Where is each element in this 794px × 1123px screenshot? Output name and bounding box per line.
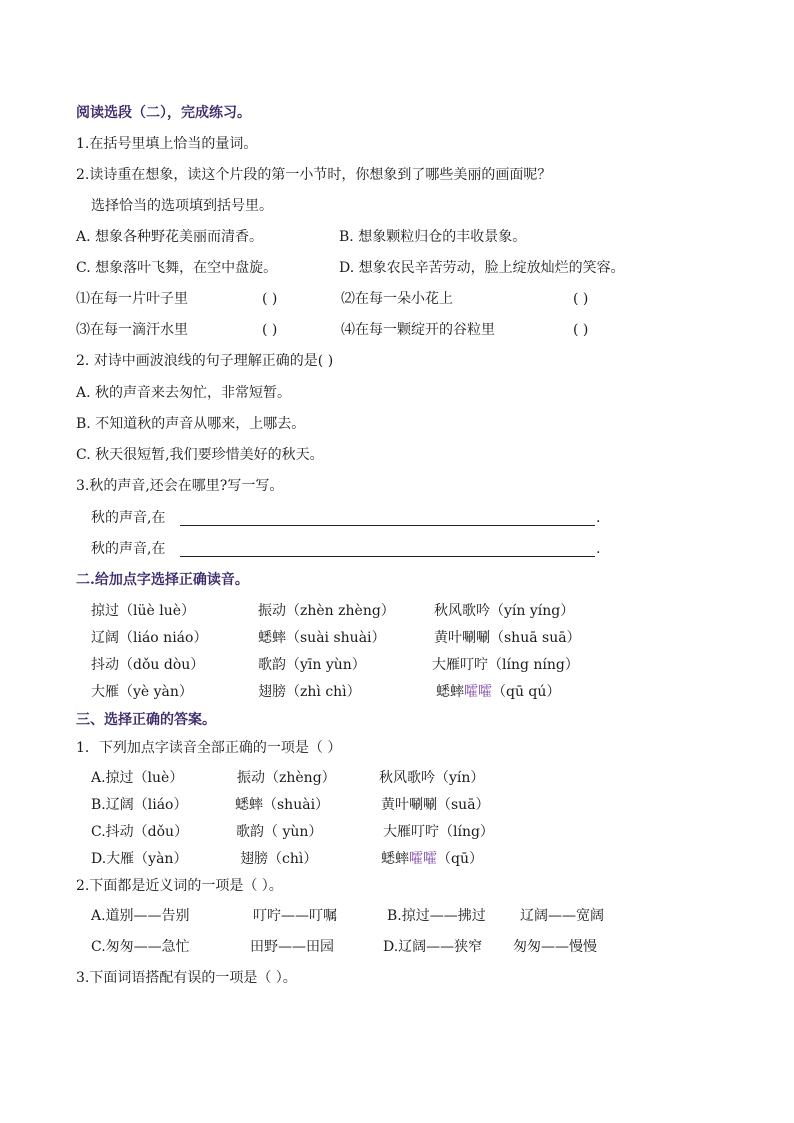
choice-cell: 振动（zhèng） — [237, 770, 336, 786]
synonym-option-c: C.匆匆——急忙 — [91, 939, 190, 955]
write-line-1-period: . — [596, 510, 601, 526]
write-line-1[interactable] — [180, 525, 595, 526]
question-2b-option-b: B. 不知道秋的声音从哪来，上哪去。 — [76, 416, 306, 432]
synonym-option-b: B.掠过——拂过 — [387, 908, 486, 924]
choice-cell: D.大雁（yàn） — [91, 851, 188, 867]
choice-question-3: 3.下面词语搭配有误的一项是（ ）。 — [76, 970, 297, 986]
synonym-option-a-pair2: 叮咛——叮嘱 — [253, 908, 337, 924]
write-line-2[interactable] — [180, 556, 595, 557]
fill-item-3: ⑶在每一滴汗水里 — [76, 322, 188, 338]
synonym-option-c-pair2: 田野——田园 — [250, 939, 334, 955]
pinyin-item: 振动（zhèn zhèng） — [258, 603, 395, 619]
question-2b-option-c: C. 秋天很短暂,我们要珍惜美好的秋天。 — [76, 447, 324, 463]
write-line-2-label: 秋的声音,在 — [91, 541, 166, 557]
option-d: D. 想象农民辛苦劳动，脸上绽放灿烂的笑容。 — [339, 260, 625, 276]
pinyin-item: 歌韵（yīn yùn） — [258, 657, 366, 673]
choice-question-2: 2.下面都是近义词的一项是（ ）。 — [76, 878, 283, 894]
synonym-option-a: A.道别——告别 — [91, 908, 190, 924]
choice-cell: 翅膀（chì） — [240, 851, 318, 867]
choice-cell: 大雁叮咛（líng） — [383, 824, 494, 840]
fill-item-3-blank[interactable]: ( ) — [262, 322, 278, 338]
section-reading-title: 阅读选段（二），完成练习。 — [76, 105, 251, 121]
question-2b: 2. 对诗中画波浪线的句子理解正确的是( ) — [76, 353, 334, 369]
fill-item-1-blank[interactable]: ( ) — [262, 291, 278, 307]
pinyin-item: 秋风歌吟（yín yíng） — [434, 603, 575, 619]
pinyin-item: 大雁（yè yàn） — [91, 684, 193, 700]
pinyin-item: 掠过（lüè luè） — [91, 603, 196, 619]
choice-cell: 蟋蟀嚯嚯（qū） — [381, 851, 483, 867]
fill-item-2: ⑵在每一朵小花上 — [341, 291, 453, 307]
fill-item-1: ⑴在每一片叶子里 — [76, 291, 188, 307]
question-2-instruction: 选择恰当的选项填到括号里。 — [91, 198, 273, 214]
pinyin-item: 黄叶唰唰（shuā suā） — [434, 630, 581, 646]
choice-cell: B.辽阔（liáo） — [91, 797, 188, 813]
choice-cell: 黄叶唰唰（suā） — [381, 797, 490, 813]
write-line-2-period: . — [596, 541, 601, 557]
pinyin-item: 蟋蟀嚯嚯（qū qú） — [436, 684, 561, 700]
pinyin-item: 大雁叮咛（líng níng） — [432, 657, 579, 673]
pinyin-item: 翅膀（zhì chì） — [258, 684, 361, 700]
question-3: 3.秋的声音,还会在哪里?写一写。 — [76, 478, 284, 494]
synonym-option-d-pair2: 匆匆——慢慢 — [513, 939, 597, 955]
choice-cell: A.掠过（luè） — [91, 770, 184, 786]
fill-item-4-blank[interactable]: ( ) — [573, 322, 589, 338]
choice-question-1: 1．下列加点字读音全部正确的一项是（ ） — [76, 740, 342, 756]
question-1: 1.在括号里填上恰当的量词。 — [76, 136, 258, 152]
question-2: 2.读诗重在想象，读这个片段的第一小节时，你想象到了哪些美丽的画面呢？ — [76, 167, 552, 183]
option-a: A. 想象各种野花美丽而清香。 — [76, 229, 264, 245]
fill-item-2-blank[interactable]: ( ) — [573, 291, 589, 307]
option-b: B. 想象颗粒归仓的丰收景象。 — [339, 229, 527, 245]
choice-cell: 蟋蟀（shuài） — [235, 797, 330, 813]
section-two-title: 二.给加点字选择正确读音。 — [76, 572, 249, 588]
pinyin-item: 抖动（dǒu dòu） — [91, 657, 205, 673]
pinyin-item: 蟋蟀（suài shuài） — [258, 630, 386, 646]
synonym-option-b-pair2: 辽阔——宽阔 — [520, 908, 604, 924]
synonym-option-d: D.辽阔——狭窄 — [383, 939, 483, 955]
choice-cell: 歌韵（ yùn） — [236, 824, 323, 840]
pinyin-item: 辽阔（liáo niáo） — [91, 630, 208, 646]
choice-cell: C.抖动（dǒu） — [91, 824, 189, 840]
section-three-title: 三、选择正确的答案。 — [76, 712, 216, 728]
option-c: C. 想象落叶飞舞，在空中盘旋。 — [76, 260, 278, 276]
write-line-1-label: 秋的声音,在 — [91, 510, 166, 526]
fill-item-4: ⑷在每一颗绽开的谷粒里 — [341, 322, 495, 338]
choice-cell: 秋风歌吟（yín） — [379, 770, 485, 786]
question-2b-option-a: A. 秋的声音来去匆忙，非常短暂。 — [76, 385, 292, 401]
